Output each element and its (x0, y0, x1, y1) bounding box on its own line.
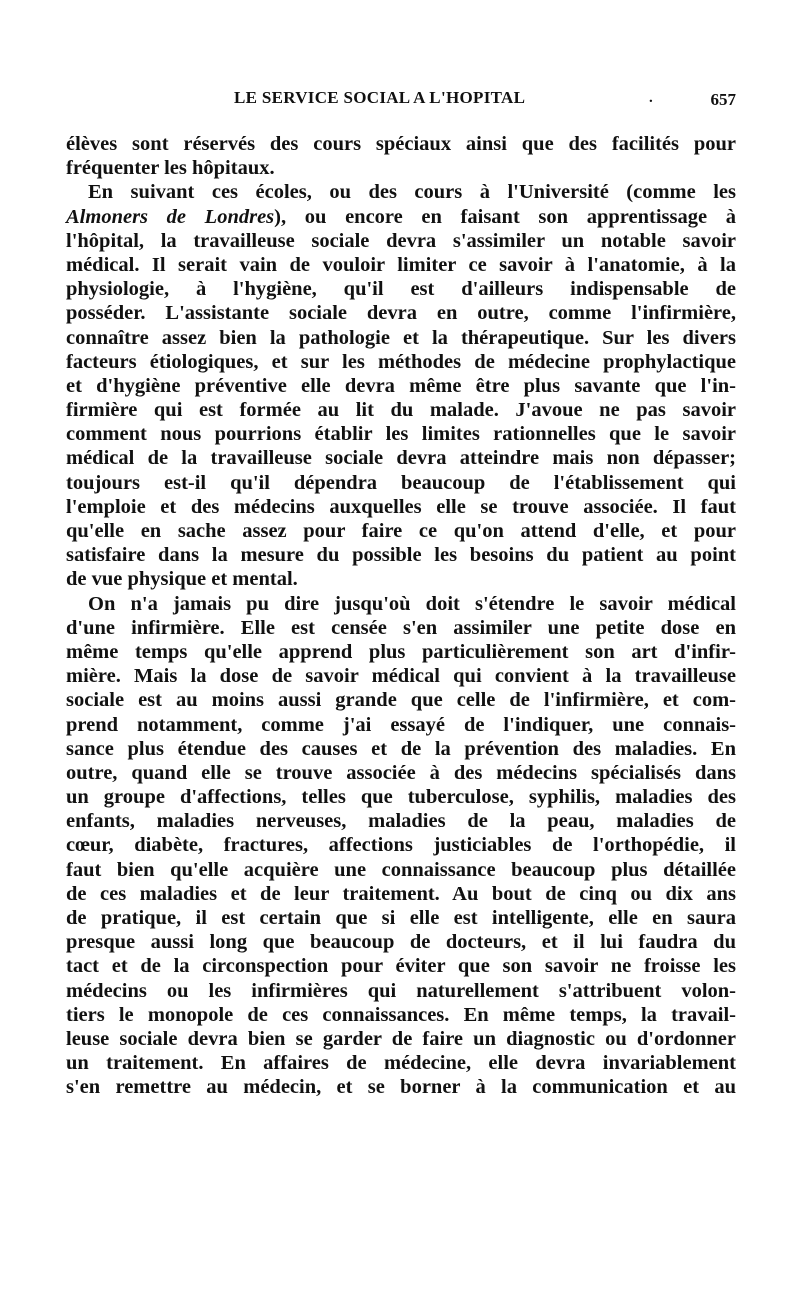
text-line: firmière qui est formée au lit du malade. J'avoue ne pas savoir (66, 399, 736, 422)
text-line: de pratique, il est certain que si elle est intelligente, elle en saura (66, 907, 736, 929)
text-line: tiers le monopole de ces connaissances. En même temps, la travail- (66, 1003, 736, 1026)
text-line: outre, quand elle se trouve associée à des médecins spécialisés dans (66, 761, 736, 784)
text-line-rest: ), ou encore en faisant son apprentissage à (274, 205, 736, 228)
text-line: médical de la travailleuse sociale devra atteindre mais non dépasser; (66, 447, 736, 470)
running-title: LE SERVICE SOCIAL A L'HOPITAL (234, 88, 526, 107)
text-line: sociale est au moins aussi grande que celle de l'infirmière, et com- (66, 689, 736, 712)
text-line: médical. Il serait vain de vouloir limiter ce savoir à l'anatomie, à la (66, 253, 736, 276)
page-number: 657 (710, 90, 736, 109)
text-line: En suivant ces écoles, ou des cours à l'Université (comme les (88, 181, 736, 204)
italic-title: Almoners de Londres (66, 205, 275, 228)
text-line: élèves sont réservés des cours spéciaux ainsi que des facilités pour (66, 133, 736, 155)
text-line: enfants, maladies nerveuses, maladies de la peau, maladies de (66, 810, 736, 833)
text-line: médecins ou les infirmières qui naturellement s'attribuent volon- (66, 979, 736, 1002)
text-line: l'hôpital, la travailleuse sociale devra s'assimiler un notable savoir (66, 229, 736, 252)
text-line-with-italic (66, 205, 736, 229)
text-line: mière. Mais la dose de savoir médical qui convient à la travailleuse (66, 665, 736, 688)
text-line: physiologie, à l'hygiène, qu'il est d'ailleurs indispensable de (66, 278, 736, 301)
text-line: comment nous pourrions établir les limites rationnelles que le savoir (66, 423, 736, 446)
text-line: de ces maladies et de leur traitement. Au bout de cinq ou dix ans (66, 882, 736, 905)
text-line: connaître assez bien la pathologie et la thérapeutique. Sur les divers (66, 326, 736, 349)
text-line: presque aussi long que beaucoup de docteurs, et il lui faudra du (66, 931, 736, 954)
text-line: de vue physique et mental. (66, 568, 298, 591)
text-line: qu'elle en sache assez pour faire ce qu'on attend d'elle, et pour (66, 520, 736, 542)
text-line: leuse sociale devra bien se garder de faire un diagnostic ou d'ordonner (66, 1027, 736, 1050)
text-line: cœur, diabète, fractures, affections justiciables de l'orthopédie, il (66, 834, 736, 857)
text-line: d'une infirmière. Elle est censée s'en assimiler une petite dose en (66, 616, 736, 639)
text-line: un groupe d'affections, telles que tuberculose, syphilis, maladies des (66, 786, 736, 809)
text-line: faut bien qu'elle acquière une connaissance beaucoup plus détaillée (66, 858, 736, 881)
text-line: tact et de la circonspection pour éviter que son savoir ne froisse les (66, 955, 736, 978)
text-line: posséder. L'assistante sociale devra en outre, comme l'infirmière, (66, 302, 736, 325)
text-line: satisfaire dans la mesure du possible les besoins du patient au point (66, 544, 736, 567)
body-text (66, 132, 736, 1100)
text-line: On n'a jamais pu dire jusqu'où doit s'étendre le savoir médical (88, 592, 736, 615)
text-line: même temps qu'elle apprend plus particulièrement son art d'infir- (66, 640, 736, 663)
header-dot: . (649, 90, 653, 106)
text-line: facteurs étiologiques, et sur les méthodes de médecine prophylactique (66, 350, 736, 373)
text-line: toujours est-il qu'il dépendra beaucoup de l'établissement qui (66, 471, 736, 494)
page-header (64, 88, 736, 118)
text-line: l'emploie et des médecins auxquelles elle se trouve associée. Il faut (66, 495, 736, 518)
text-line: sance plus étendue des causes et de la prévention des maladies. En (66, 737, 736, 760)
text-line: un traitement. En affaires de médecine, elle devra invariablement (66, 1052, 736, 1075)
text-line: fréquenter les hôpitaux. (66, 157, 275, 180)
text-line: s'en remettre au médecin, et se borner à la communication et au (66, 1076, 736, 1099)
text-line: prend notamment, comme j'ai essayé de l'indiquer, une connais- (66, 713, 736, 736)
text-line: et d'hygiène préventive elle devra même être plus savante que l'in- (66, 374, 736, 397)
